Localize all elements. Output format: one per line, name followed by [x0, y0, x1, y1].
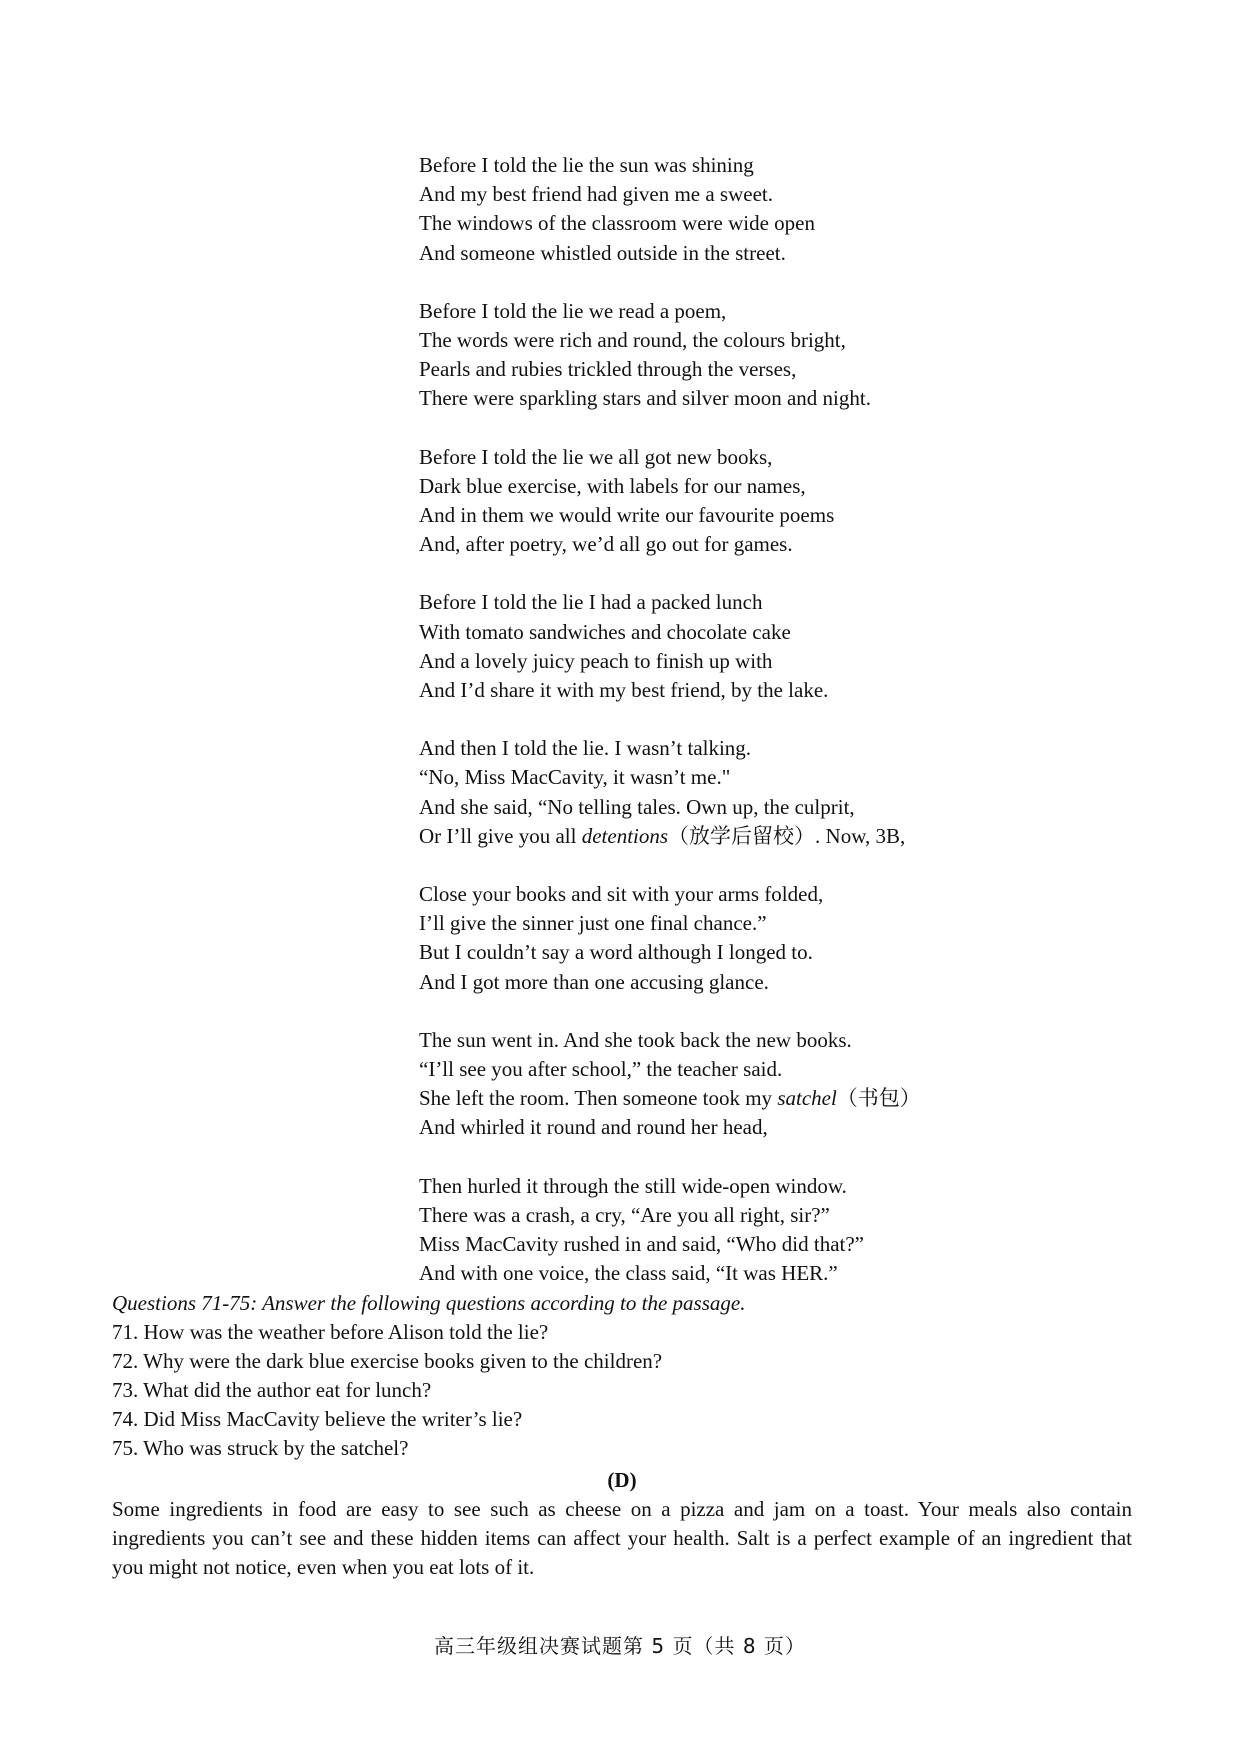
poem-line: And my best friend had given me a sweet. — [419, 182, 773, 207]
poem-stanza-2 — [419, 297, 1119, 414]
line-text-pre: Or I’ll give you all — [419, 823, 582, 848]
poem-stanza-5 — [419, 734, 1119, 851]
poem-line: And she said, “No telling tales. Own up, the culprit, — [419, 794, 855, 819]
poem-line: “No, Miss MacCavity, it wasn’t me." — [419, 765, 731, 790]
poem-line: Pearls and rubies trickled through the verses, — [419, 357, 797, 382]
poem-line: And someone whistled outside in the street. — [419, 240, 786, 265]
poem-line: And in them we would write our favourite poems — [419, 503, 835, 528]
questions-instruction: Questions 71-75: Answer the following questions according to the passage. — [112, 1291, 746, 1315]
questions-block — [112, 1289, 1132, 1463]
section-heading: (D) — [607, 1468, 637, 1492]
poem-line: Before I told the lie we all got new books, — [419, 444, 773, 469]
poem-stanza-8 — [419, 1172, 1119, 1289]
question-72: 72. Why were the dark blue exercise books given to the children? — [112, 1349, 663, 1373]
poem-line: There were sparkling stars and silver moon and night. — [419, 386, 871, 411]
poem-line: And I got more than one accusing glance. — [419, 969, 769, 994]
poem-line: Miss MacCavity rushed in and said, “Who did that?” — [419, 1232, 864, 1257]
passage-paragraph: Some ingredients in food are easy to see such as cheese on a pizza and jam on a toast. Your meals also contain ingredients you can’t see and these hidden items can affect your health. Salt is a perfect example of an ingredient that you might not notice, even when you eat lots of it. — [112, 1497, 1132, 1579]
page-footer: 高三年级组决赛试题第 5 页（共 8 页） — [434, 1634, 806, 1658]
poem-line: And with one voice, the class said, “It was HER.” — [419, 1261, 838, 1286]
poem-line: With tomato sandwiches and chocolate cake — [419, 619, 791, 644]
poem-line: Then hurled it through the still wide-open window. — [419, 1173, 847, 1198]
line-text-post: （书包） — [836, 1086, 921, 1111]
poem-line: There was a crash, a cry, “Are you all right, sir?” — [419, 1202, 830, 1227]
poem-line: The windows of the classroom were wide open — [419, 211, 815, 236]
poem-line-satchel — [419, 1084, 1119, 1113]
poem-line: The sun went in. And she took back the new books. — [419, 1027, 852, 1052]
poem-line: “I’ll see you after school,” the teacher said. — [419, 1057, 783, 1082]
poem-line: I’ll give the sinner just one final chance.” — [419, 911, 767, 936]
poem-line: Before I told the lie I had a packed lunch — [419, 590, 763, 615]
poem-stanza-6 — [419, 880, 1119, 997]
question-75: 75. Who was struck by the satchel? — [112, 1436, 409, 1460]
poem-stanza-7 — [419, 1026, 1119, 1143]
poem-line: The words were rich and round, the colours bright, — [419, 328, 846, 353]
poem-line-detentions — [419, 822, 1119, 851]
poem-line: But I couldn’t say a word although I longed to. — [419, 940, 813, 965]
question-74: 74. Did Miss MacCavity believe the writer’s lie? — [112, 1407, 523, 1431]
glossed-word-satchel: satchel — [777, 1086, 837, 1111]
poem-line: And I’d share it with my best friend, by the lake. — [419, 678, 829, 703]
poem — [419, 151, 1119, 1289]
question-73: 73. What did the author eat for lunch? — [112, 1378, 432, 1402]
question-71: 71. How was the weather before Alison told the lie? — [112, 1320, 549, 1344]
poem-stanza-3 — [419, 443, 1119, 560]
poem-line: Before I told the lie we read a poem, — [419, 298, 727, 323]
poem-line: And whirled it round and round her head, — [419, 1115, 768, 1140]
poem-stanza-4 — [419, 588, 1119, 705]
poem-stanza-1 — [419, 151, 1119, 268]
poem-line: Close your books and sit with your arms folded, — [419, 882, 824, 907]
poem-line: And a lovely juicy peach to finish up with — [419, 648, 773, 673]
poem-line: Before I told the lie the sun was shining — [419, 153, 754, 177]
poem-line: Dark blue exercise, with labels for our names, — [419, 473, 806, 498]
line-text-post: （放学后留校）. Now, 3B, — [668, 823, 906, 848]
line-text-pre: She left the room. Then someone took my — [419, 1086, 778, 1111]
glossed-word-detentions: detentions — [581, 823, 669, 848]
poem-line: And, after poetry, we’d all go out for games. — [419, 532, 793, 557]
poem-line: And then I told the lie. I wasn’t talking. — [419, 736, 752, 761]
